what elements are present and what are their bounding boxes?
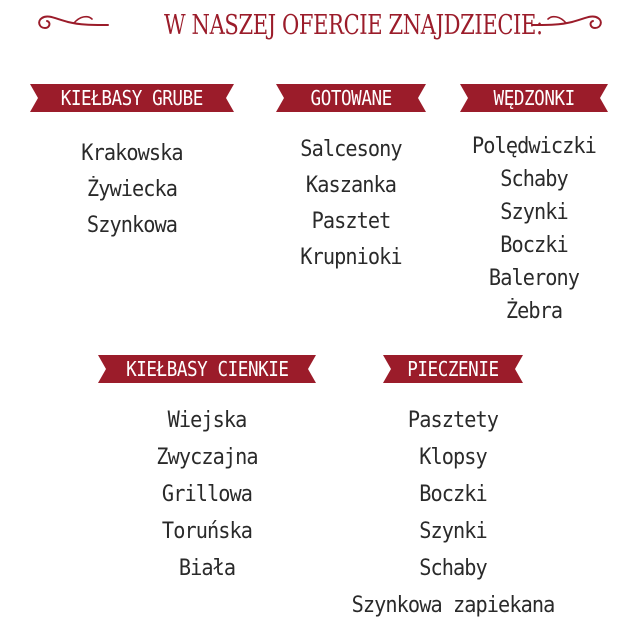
category-list-kielbasy-grube (32, 136, 232, 244)
page-title: W NASZEJ OFERCIE ZNAJDZIECIE: (164, 10, 543, 41)
list-item: Grillowa (161, 482, 253, 507)
list-item: Boczki (419, 482, 487, 507)
list-item: Balerony (488, 266, 580, 291)
list-item: Żywiecka (86, 177, 178, 202)
list-item: Szynki (500, 200, 568, 225)
category-list-wedzonki (434, 130, 634, 328)
list-item: Polędwiczki (472, 134, 596, 159)
category-ribbon-gotowane (276, 84, 426, 112)
category-list-gotowane (251, 132, 451, 276)
category-label: PIECZENIE (407, 357, 499, 381)
category-ribbon-wedzonki (460, 84, 608, 112)
category-label: WĘDZONKI (493, 86, 575, 110)
list-item: Klopsy (419, 445, 487, 470)
list-item: Biała (178, 556, 236, 581)
list-item: Salcesony (300, 137, 402, 162)
category-list-pieczenie (333, 402, 573, 624)
category-ribbon-pieczenie (383, 355, 523, 383)
category-ribbon-kielbasy-cienkie (98, 355, 316, 383)
list-item: Krakowska (81, 141, 183, 166)
offer-header (0, 6, 640, 42)
list-item: Toruńska (161, 519, 253, 544)
category-label: KIEŁBASY CIENKIE (125, 357, 289, 381)
left-flourish-icon (34, 10, 110, 36)
category-list-kielbasy-cienkie (107, 402, 307, 587)
list-item: Wiejska (167, 408, 247, 433)
list-item: Krupnioki (300, 245, 402, 270)
category-label: GOTOWANE (310, 86, 392, 110)
list-item: Zwyczajna (156, 445, 258, 470)
category-label: KIEŁBASY GRUBE (60, 86, 204, 110)
list-item: Szynkowa (86, 213, 178, 238)
list-item: Pasztet (311, 209, 391, 234)
right-flourish-icon (530, 10, 606, 36)
list-item: Boczki (500, 233, 568, 258)
category-ribbon-kielbasy-grube (30, 84, 234, 112)
list-item: Żebra (505, 299, 563, 324)
list-item: Szynki (419, 519, 487, 544)
list-item: Pasztety (407, 408, 499, 433)
list-item: Schaby (500, 167, 568, 192)
list-item: Kaszanka (305, 173, 397, 198)
list-item: Schaby (419, 556, 487, 581)
list-item: Szynkowa zapiekana (351, 593, 555, 618)
